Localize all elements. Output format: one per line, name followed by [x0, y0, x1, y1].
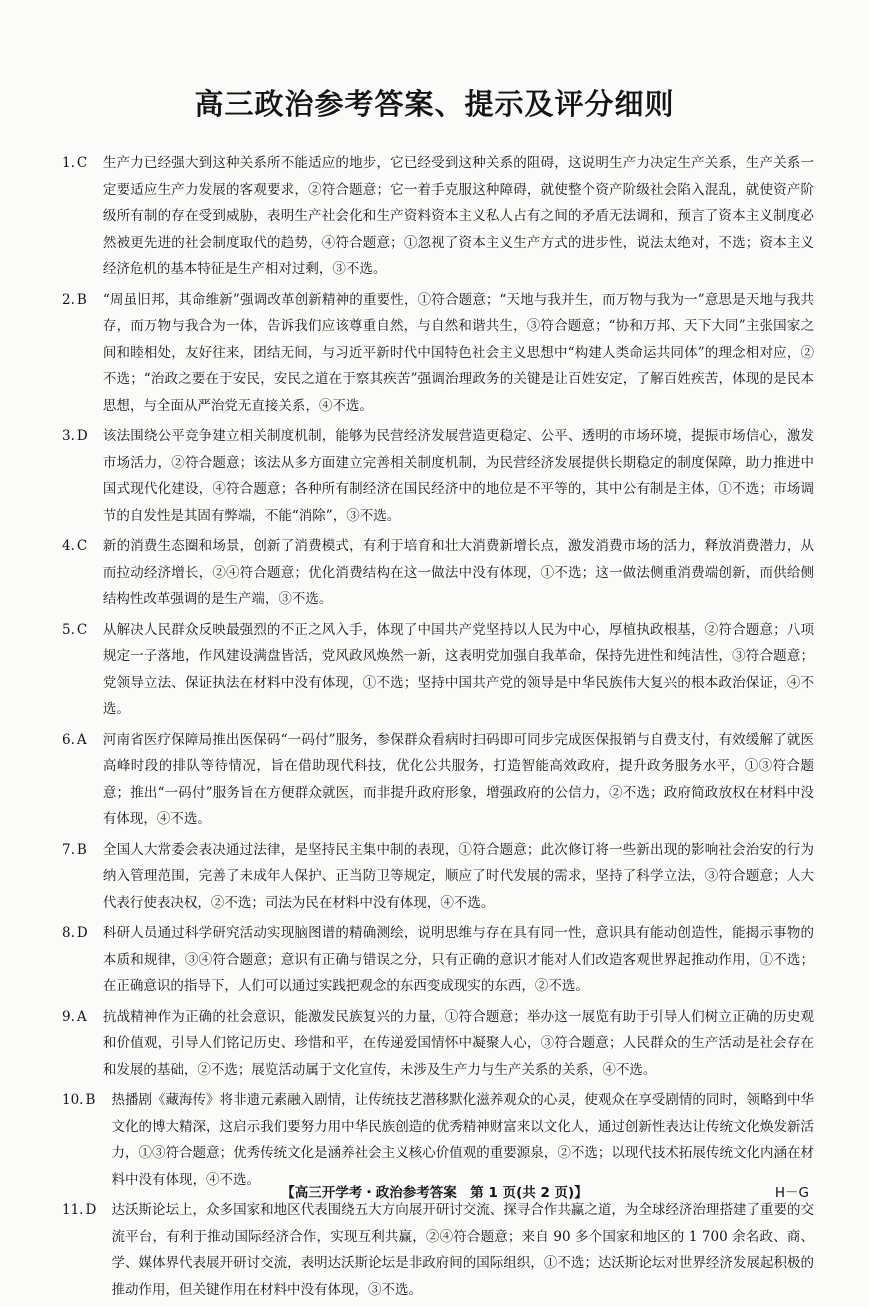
explanation-text: “周虽旧邦，其命维新”强调改革创新精神的重要性，①符合题意；“天地与我并生，而万物与我为一”意思是天地与我共存，而万物与我合为一体，告诉我们应该尊重自然，与自然和谐共生，③符合题意；“协和万邦、天下大同”主张国家之间和睦相处，友好往来，团结无间，与习近平新时代中国特色社会主义思想中“构建人类命运共同体”的理念相对应，②不选；“治政之要在于安民，安民之道在于察其疾苦”强调治理政务的关键是让百姓安定，了解百姓疾苦，体现的是民本思想，与全面从严治党无直接关系，④不选。 — [102, 291, 814, 414]
footer-label: 【高三开学考・政治参考答案 第 1 页(共 2 页)】 — [281, 1185, 588, 1201]
answer-item-head — [62, 1004, 103, 1084]
question-number: 6. — [62, 731, 75, 748]
question-number: 3. — [62, 428, 75, 444]
question-number: 11. — [62, 1202, 84, 1218]
answer-letter: D — [76, 428, 88, 444]
answer-letter: D — [85, 1202, 97, 1218]
answer-letter: B — [76, 841, 87, 858]
answer-letter: C — [76, 155, 88, 171]
answer-item — [62, 1197, 814, 1303]
explanation-text: 新的消费生态圈和场景，创新了消费模式，有利于培育和壮大消费新增长点，激发消费市场的活力，释放消费潜力，从而拉动经济增长，②④符合题意；优化消费结构在这一做法中没有体现，①不选；这一做法侧重消费端创新，而供给侧结构性改革强调的是生产端，③不选。 — [102, 538, 814, 607]
question-number: 1. — [62, 155, 75, 171]
explanation-text: 热播剧《藏海传》将非遗元素融入剧情，让传统技艺潜移默化滋养观众的心灵，使观众在享受剧情的同时，领略到中华文化的博大精深，这启示我们要努力用中华民族创造的优秀精神财富来以文化人，通过创新性表达让传统文化焕发新活力，①③符合题意；优秀传统文化是涵养社会主义核心价值观的重要源泉，②不选；以现代技术拓展传统文化内涵在材料中没有体现，④不选。 — [111, 1092, 814, 1188]
question-number: 5. — [62, 621, 75, 638]
answer-item — [62, 287, 814, 420]
answer-item-head — [62, 533, 103, 613]
answer-item-head — [62, 920, 103, 1000]
answer-item-head — [62, 617, 103, 723]
answer-item-head — [62, 727, 103, 833]
explanation-text: 该法围绕公平竞争建立相关制度机制，能够为民营经济发展营造更稳定、公平、透明的市场环境，提振市场信心，激发市场活力，②符合题意；该法从多方面建立完善相关制度机制，为民营经济发展提供长期稳定的制度保障，助力推进中国式现代化建设，④符合题意；各种所有制经济在国民经济中的地位是不平等的，其中公有制是主体，①不选；市场调节的自发性是其固有弊端，不能“消除”，③不选。 — [102, 428, 814, 524]
question-number: 9. — [62, 1008, 75, 1025]
answer-item-head — [62, 1087, 111, 1193]
answer-item — [62, 533, 814, 613]
explanation-text: 达沃斯论坛上，众多国家和地区代表围绕五大方向展开研讨交流、探寻合作共赢之道，为全球经济治理搭建了重要的交流平台，有利于推动国际经济合作，实现互利共赢，②④符合题意；来自 90 多个国家和地区的 1 700 余名政、商、学、媒体界代表展开研讨交流，表明达沃斯论坛是非政府间的国际组织，①不选；达沃斯论坛对世界经济发展起积极的推动作用，但关键作用在材料中没有体现，③不选。 — [111, 1202, 814, 1298]
question-number: 4. — [62, 538, 75, 554]
answer-item — [62, 423, 814, 529]
answer-item — [62, 1004, 814, 1084]
answer-letter: C — [76, 538, 88, 554]
answer-item-head — [62, 287, 103, 420]
question-number: 10. — [62, 1092, 84, 1108]
explanation-text: 从解决人民群众反映最强烈的不正之风入手，体现了中国共产党坚持以人民为中心，厚植执政根基，②符合题意；八项规定一子落地，作风建设满盘皆活，党风政风焕然一新，这表明党加强自我革命，保持先进性和纯洁性，③符合题意；党领导立法、保证执法在材料中没有体现，①不选；坚持中国共产党的领导是中华民族伟大复兴的根本政治保证，④不选。 — [102, 621, 814, 717]
answer-letter: B — [76, 291, 87, 308]
answer-item-head — [62, 837, 103, 917]
answer-item — [62, 1087, 814, 1193]
question-number: 7. — [62, 841, 75, 858]
answer-letter: A — [76, 731, 87, 748]
answer-item — [62, 727, 814, 833]
explanation-text: 科研人员通过科学研究活动实现脑图谱的精确测绘，说明思维与存在具有同一性，意识具有能动创造性，能揭示事物的本质和规律，③④符合题意；意识有正确与错误之分，只有正确的意识才能对人们改造客观世界起推动作用，①不选；在正确意识的指导下，人们可以通过实践把观念的东西变成现实的东西，②不选。 — [102, 925, 814, 994]
answer-item-head — [62, 1197, 111, 1303]
question-number: 8. — [62, 925, 75, 941]
explanation-text: 生产力已经强大到这种关系所不能适应的地步，它已经受到这种关系的阻碍，这说明生产力决定生产关系，生产关系一定要适应生产力发展的客观要求，②符合题意；它一着手克服这种障碍，就使整个资产阶级社会陷入混乱，就使资产阶级所有制的存在受到威胁，表明生产社会化和生产资料资本主义私人占有之间的矛盾无法调和，预言了资本主义制度必然被更先进的社会制度取代的趋势，④符合题意；①忽视了资本主义生产方式的进步性，说法太绝对，不选；资本主义经济危机的基本特征是生产相对过剩，③不选。 — [102, 155, 814, 277]
answer-item — [62, 150, 814, 283]
page-title: 高三政治参考答案、提示及评分细则 — [194, 87, 675, 121]
answer-item — [62, 617, 814, 723]
answer-list — [62, 150, 814, 1307]
answer-item — [62, 920, 814, 1000]
answer-letter: A — [76, 1008, 87, 1025]
answer-item-head — [62, 150, 103, 283]
answer-item — [62, 837, 814, 917]
answer-letter: B — [85, 1092, 96, 1108]
answer-letter: D — [76, 925, 88, 941]
answer-letter: C — [76, 621, 88, 638]
explanation-text: 全国人大常委会表决通过法律，是坚持民主集中制的表现，①符合题意；此次修订将一些新出现的影响社会治安的行为纳入管理范围，完善了未成年人保护、正当防卫等规定，顺应了时代发展的需求，坚持了科学立法，③符合题意；人大代表行使表决权，②不选；司法为民在材料中没有体现，④不选。 — [102, 841, 814, 911]
question-number: 2. — [62, 291, 75, 308]
answer-item-head — [62, 423, 103, 529]
explanation-text: 河南省医疗保障局推出医保码“一码付”服务，参保群众看病时扫码即可同步完成医保报销与自费支付，有效缓解了就医高峰时段的排队等待情况，旨在借助现代科技，优化公共服务，打造智能高效政府，提升政务服务水平，①③符合题意；推出“一码付”服务旨在方便群众就医，而非提升政府形象，增强政府的公信力，②不选；政府简政放权在材料中没有体现，④不选。 — [102, 731, 814, 827]
explanation-text: 抗战精神作为正确的社会意识，能激发民族复兴的力量，①符合题意；举办这一展览有助于引导人们树立正确的历史观和价值观，引导人们铭记历史、珍惜和平，在传递爱国情怀中凝聚人心，③符合题意；人民群众的生产活动是社会存在和发展的基础，②不选；展览活动属于文化宣传，未涉及生产力与生产关系的关系，④不选。 — [102, 1008, 814, 1078]
paper-code: H－G — [774, 1185, 809, 1201]
